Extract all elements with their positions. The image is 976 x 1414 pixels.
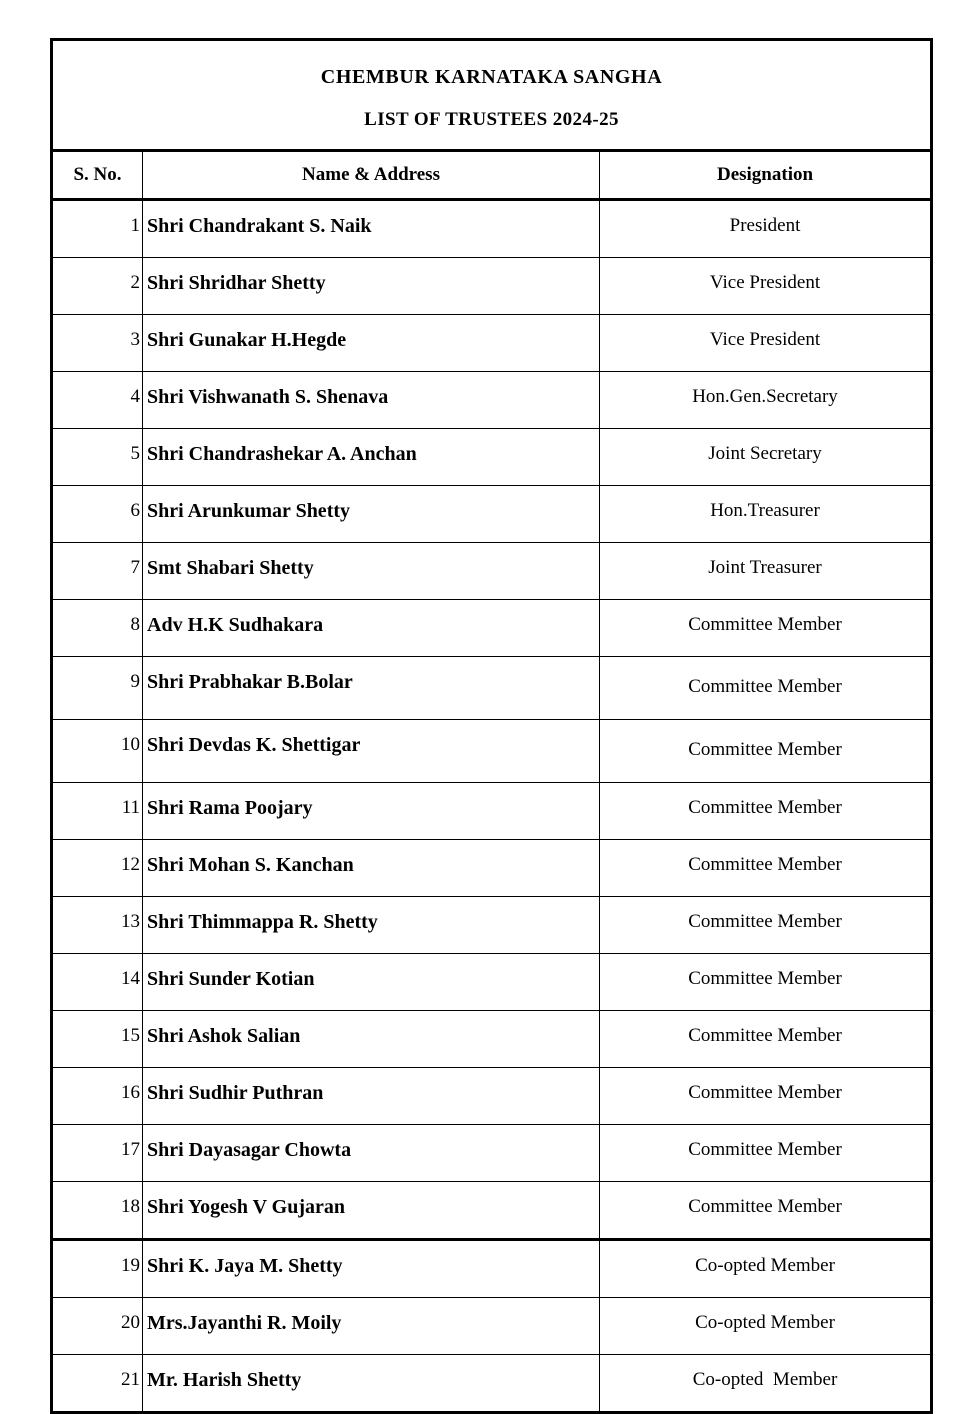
- table-row: [52, 897, 932, 954]
- cell-designation: Co-opted Member: [600, 1298, 932, 1355]
- table-row: [52, 840, 932, 897]
- cell-designation: Co-opted Member: [600, 1240, 932, 1298]
- table-row: [52, 1355, 932, 1413]
- table-body: [52, 200, 932, 1413]
- cell-serial-number: 1: [52, 200, 143, 258]
- cell-serial-number: 10: [52, 720, 143, 783]
- cell-designation: Committee Member: [600, 657, 932, 720]
- cell-name-address: Shri Sudhir Puthran: [143, 1068, 600, 1125]
- document-title-cell: [52, 40, 932, 151]
- cell-name-address: Shri Mohan S. Kanchan: [143, 840, 600, 897]
- column-header-name: Name & Address: [143, 151, 600, 200]
- cell-designation: Co-opted Member: [600, 1355, 932, 1413]
- cell-designation: Committee Member: [600, 1011, 932, 1068]
- table-row: [52, 200, 932, 258]
- cell-serial-number: 17: [52, 1125, 143, 1182]
- cell-name-address: Shri Arunkumar Shetty: [143, 486, 600, 543]
- table-row: [52, 1125, 932, 1182]
- table-row: [52, 258, 932, 315]
- cell-name-address: Smt Shabari Shetty: [143, 543, 600, 600]
- cell-name-address: Shri Chandrakant S. Naik: [143, 200, 600, 258]
- cell-serial-number: 21: [52, 1355, 143, 1413]
- cell-designation: Committee Member: [600, 1182, 932, 1240]
- trustees-table: [50, 38, 933, 1414]
- cell-designation: Committee Member: [600, 897, 932, 954]
- document-subtitle: LIST OF TRUSTEES 2024-25: [364, 108, 619, 130]
- organization-title: CHEMBUR KARNATAKA SANGHA: [320, 65, 663, 88]
- cell-designation: Joint Secretary: [600, 429, 932, 486]
- cell-serial-number: 7: [52, 543, 143, 600]
- table-row: [52, 783, 932, 840]
- table-row: [52, 954, 932, 1011]
- cell-name-address: Shri Chandrashekar A. Anchan: [143, 429, 600, 486]
- table-row: [52, 543, 932, 600]
- cell-designation: Committee Member: [600, 1068, 932, 1125]
- cell-name-address: Shri Thimmappa R. Shetty: [143, 897, 600, 954]
- table-row: [52, 372, 932, 429]
- table-row: [52, 1182, 932, 1240]
- column-header-designation: Designation: [600, 151, 932, 200]
- cell-name-address: Shri Vishwanath S. Shenava: [143, 372, 600, 429]
- cell-name-address: Shri Sunder Kotian: [143, 954, 600, 1011]
- cell-serial-number: 9: [52, 657, 143, 720]
- cell-serial-number: 8: [52, 600, 143, 657]
- cell-serial-number: 6: [52, 486, 143, 543]
- cell-serial-number: 16: [52, 1068, 143, 1125]
- cell-designation: Committee Member: [600, 954, 932, 1011]
- cell-designation: Committee Member: [600, 840, 932, 897]
- cell-name-address: Shri Rama Poojary: [143, 783, 600, 840]
- cell-serial-number: 4: [52, 372, 143, 429]
- table-row: [52, 600, 932, 657]
- cell-serial-number: 18: [52, 1182, 143, 1240]
- table-row: [52, 1298, 932, 1355]
- cell-designation: Hon.Gen.Secretary: [600, 372, 932, 429]
- column-header-row: [52, 151, 932, 200]
- cell-designation: Joint Treasurer: [600, 543, 932, 600]
- table-row: [52, 720, 932, 783]
- cell-name-address: Shri Shridhar Shetty: [143, 258, 600, 315]
- table-row: [52, 1240, 932, 1298]
- cell-name-address: Shri Ashok Salian: [143, 1011, 600, 1068]
- cell-serial-number: 15: [52, 1011, 143, 1068]
- cell-name-address: Shri Gunakar H.Hegde: [143, 315, 600, 372]
- cell-serial-number: 19: [52, 1240, 143, 1298]
- cell-serial-number: 20: [52, 1298, 143, 1355]
- table-row: [52, 1011, 932, 1068]
- table-row: [52, 315, 932, 372]
- title-row: [52, 40, 932, 151]
- cell-name-address: Mr. Harish Shetty: [143, 1355, 600, 1413]
- cell-designation: Vice President: [600, 315, 932, 372]
- table-row: [52, 1068, 932, 1125]
- cell-designation: Committee Member: [600, 1125, 932, 1182]
- cell-designation: Committee Member: [600, 783, 932, 840]
- table-row: [52, 486, 932, 543]
- table-head: [52, 40, 932, 200]
- cell-designation: Vice President: [600, 258, 932, 315]
- cell-name-address: Mrs.Jayanthi R. Moily: [143, 1298, 600, 1355]
- cell-name-address: Shri K. Jaya M. Shetty: [143, 1240, 600, 1298]
- cell-designation: Committee Member: [600, 720, 932, 783]
- cell-designation: Hon.Treasurer: [600, 486, 932, 543]
- cell-serial-number: 11: [52, 783, 143, 840]
- cell-name-address: Shri Devdas K. Shettigar: [143, 720, 600, 783]
- cell-serial-number: 13: [52, 897, 143, 954]
- column-header-sno: S. No.: [52, 151, 143, 200]
- cell-serial-number: 5: [52, 429, 143, 486]
- cell-name-address: Shri Dayasagar Chowta: [143, 1125, 600, 1182]
- cell-serial-number: 2: [52, 258, 143, 315]
- cell-serial-number: 3: [52, 315, 143, 372]
- cell-designation: President: [600, 200, 932, 258]
- cell-serial-number: 12: [52, 840, 143, 897]
- cell-designation: Committee Member: [600, 600, 932, 657]
- table-row: [52, 657, 932, 720]
- cell-serial-number: 14: [52, 954, 143, 1011]
- table-row: [52, 429, 932, 486]
- cell-name-address: Shri Prabhakar B.Bolar: [143, 657, 600, 720]
- cell-name-address: Adv H.K Sudhakara: [143, 600, 600, 657]
- cell-name-address: Shri Yogesh V Gujaran: [143, 1182, 600, 1240]
